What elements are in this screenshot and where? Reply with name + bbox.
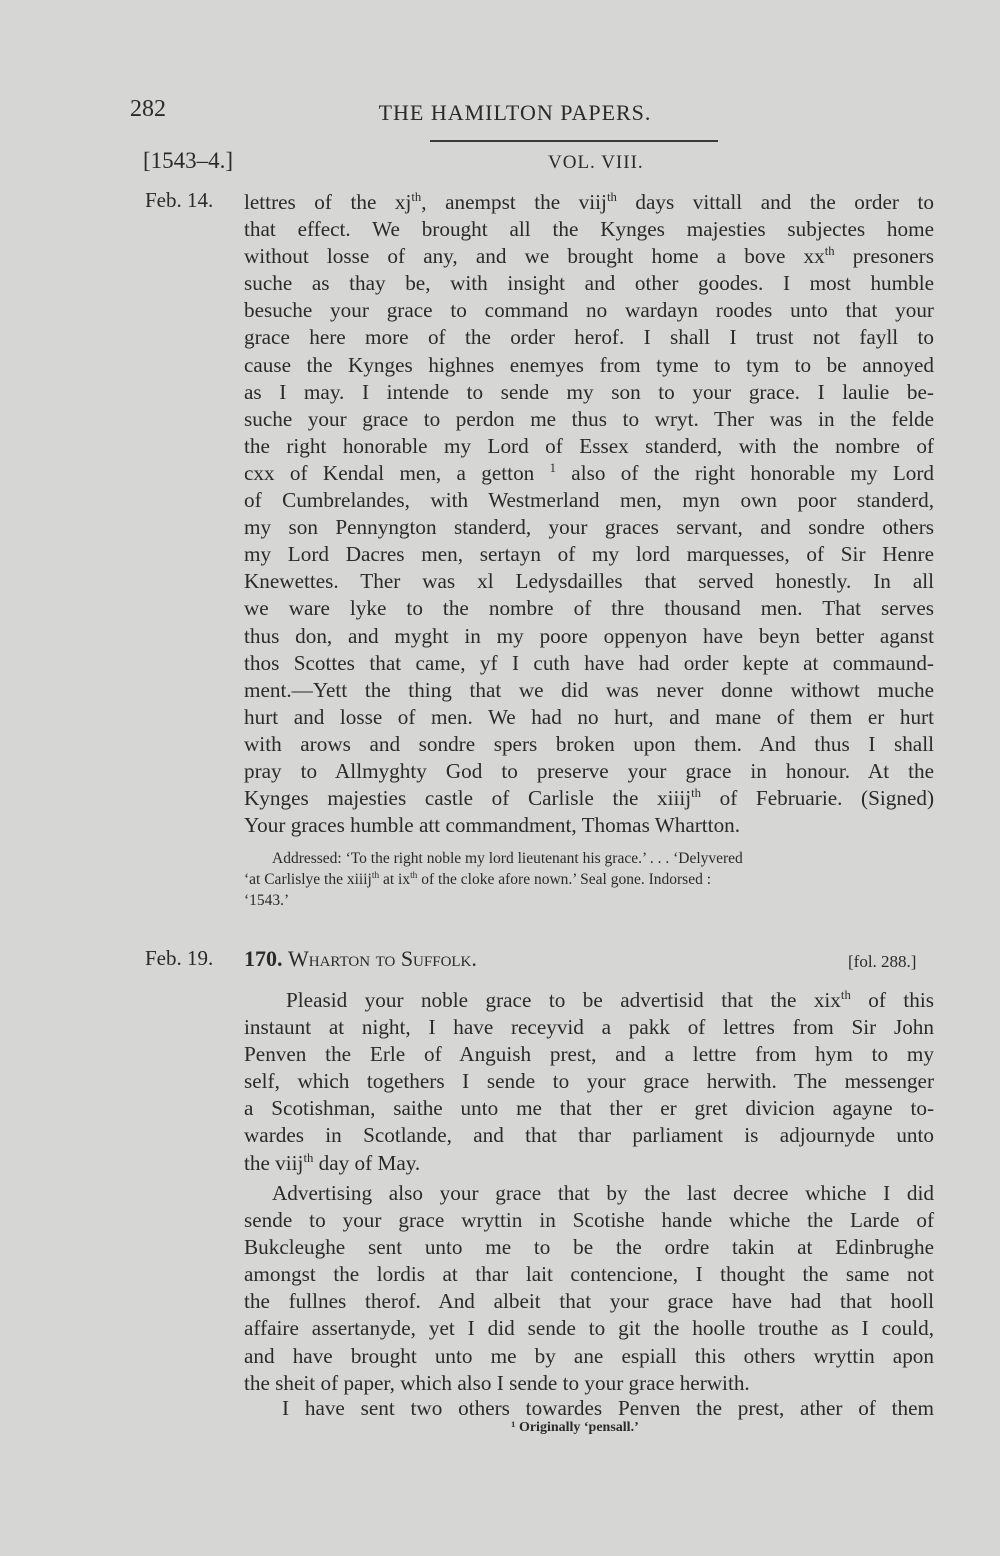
text-line: instaunt at night, I have receyvid a pakk of lettres from Sir John xyxy=(244,1015,934,1040)
text-line: Kynges majesties castle of Carlisle the xiiij$^{th}$ of Februarie. (Signed) xyxy=(244,786,934,811)
text-line: the sheit of paper, which also I sende to your grace herwith. xyxy=(244,1370,750,1395)
text-line: I have sent two others towardes Penven the prest, ather of them xyxy=(282,1396,934,1420)
text-line: besuche your grace to command no wardayn roodes unto that your xyxy=(244,298,934,323)
text-line: grace here more of the order herof. I shall I trust not fayll to xyxy=(244,325,934,350)
text-line: as I may. I intende to sende my son to your grace. I laulie be- xyxy=(244,379,934,404)
text-line: amongst the lordis at thar lait contencione, I thought the same not xyxy=(244,1262,934,1287)
text-line: my Lord Dacres men, sertayn of my lord marquesses, of Sir Henre xyxy=(244,542,934,567)
text-line: Advertising also your grace that by the last decree whiche I did xyxy=(272,1181,934,1205)
text-line: Your graces humble att commandment, Thomas Whartton. xyxy=(244,813,741,838)
letter2-heading xyxy=(244,946,477,972)
text-line: the fullnes therof. And albeit that your grace have had that hooll xyxy=(244,1289,934,1314)
text-line: without losse of any, and we brought home a bove $xx^{th}$ presoners xyxy=(244,244,934,269)
text-line: a Scotishman, saithe unto me that ther er gret divicion agayne to- xyxy=(244,1096,934,1121)
letter2-paragraph-2 xyxy=(244,1180,934,1397)
text-line: sende to your grace wryttin in Scotishe hande whiche the Larde of xyxy=(244,1208,934,1233)
text-line: Knewettes. Ther was xl Ledysdailles that served honestly. In all xyxy=(244,569,934,594)
text-line: ment.—Yett the thing that we did was never donne withowt muche xyxy=(244,677,934,702)
text-line: Addressed: ‘To the right noble my lord lieutenant his grace.’ . . . ‘Delyvered xyxy=(272,850,743,867)
footnote: ¹ Originally ‘pensall.’ xyxy=(511,1420,639,1435)
text-line: of Cumbrelandes, with Westmerland men, myn own poor standerd, xyxy=(244,488,934,513)
letter1-body xyxy=(244,189,934,839)
text-line: hurt and losse of men. We had no hurt, and mane of them er hurt xyxy=(244,704,934,729)
text-line: self, which togethers I sende to your grace herwith. The messenger xyxy=(244,1069,934,1094)
text-line: the viij$^{th}$ day of May. xyxy=(244,1150,421,1175)
running-title: THE HAMILTON PAPERS. xyxy=(378,100,652,125)
page-number: 282 xyxy=(130,96,166,122)
text-line: that effect. We brought all the Kynges majesties subjectes home xyxy=(244,217,934,242)
text-line: lettres of the $xj^{th}$, anempst the viij$^{th}$ days vittall and the order to xyxy=(244,189,934,214)
letter1-date: Feb. 14. xyxy=(145,188,214,212)
text-line: suche your grace to perdon me thus to wryt. Ther was in the felde xyxy=(244,406,934,431)
text-line: cause the Kynges highnes enemyes from tyme to tym to be annoyed xyxy=(244,352,934,377)
letter2-date: Feb. 19. xyxy=(145,946,214,970)
text-line: ‘at Carlislye the xiiij$^{th}$ at $ix^{th}$ of the cloke afore nown.’ Seal gone. Indorsed : xyxy=(244,870,712,888)
letter1-address-note xyxy=(244,848,934,911)
text-line: the right honorable my Lord of Essex standerd, with the nombre of xyxy=(244,433,934,458)
text-line: Pleasid your noble grace to be advertisid that the xix$^{th}$ of this xyxy=(286,987,935,1012)
text-line: thus don, and myght in my poore oppenyon have beyn better aganst xyxy=(244,623,934,648)
volume-label: VOL. VIII. xyxy=(548,152,644,173)
year-bracket: [1543–4.] xyxy=(143,148,234,173)
text-line: affaire assertanyde, yet I did sende to git the hoolle trouthe as I could, xyxy=(244,1316,934,1341)
text-line: my son Pennyngton standerd, your graces servant, and sondre others xyxy=(244,515,934,540)
folio-reference: [fol. 288.] xyxy=(848,952,917,971)
text-line: wardes in Scotlande, and that thar parliament is adjournyde unto xyxy=(244,1123,934,1148)
text-line: cxx of Kendal men, a getton $^1$ also of the right honorable my Lord xyxy=(244,460,934,485)
text-line: we ware lyke to the nombre of thre thousand men. That serves xyxy=(244,596,934,621)
letter-number: 170. xyxy=(244,946,283,971)
text-line: and have brought unto me by ane espiall this others wryttin apon xyxy=(244,1343,934,1368)
letter-title: Wharton to Suffolk. xyxy=(288,946,477,971)
letter2-paragraph-1 xyxy=(244,987,934,1177)
letter2-paragraph-3 xyxy=(244,1395,934,1422)
text-line: pray to Allmyghty God to preserve your grace in honour. At the xyxy=(244,758,934,783)
text-line: with arows and sondre spers broken upon them. And thus I shall xyxy=(244,731,934,756)
text-line: Penven the Erle of Anguish prest, and a lettre from hym to my xyxy=(244,1042,934,1067)
text-line: thos Scottes that came, yf I cuth have had order kepte at commaund- xyxy=(244,650,934,675)
title-rule xyxy=(430,140,718,142)
text-line: suche as thay be, with insight and other goodes. I most humble xyxy=(244,271,934,296)
text-line: ‘1543.’ xyxy=(244,892,290,909)
text-line: Bukcleughe sent unto me to be the ordre takin at Edinbrughe xyxy=(244,1235,934,1260)
